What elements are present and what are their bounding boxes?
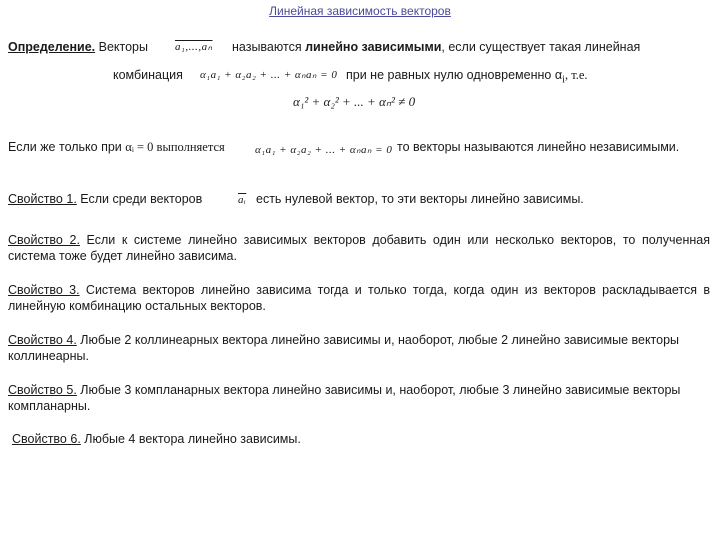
vectors-symbol: a₁,...,aₙ [175, 41, 213, 53]
property-5 [8, 382, 710, 414]
property-4-label: Свойство 4. [8, 333, 77, 347]
property-2-text: Если к системе линейно зависимых векторов добавить один или несколько векторов, то полученная система тоже будет линейно зависима. [8, 233, 710, 263]
definition-text-ie: , т.е. [564, 68, 588, 82]
combination-formula: α₁a₁ + α₂a₂ + ... + αₙaₙ = 0 [200, 69, 338, 81]
definition-text-vectors: Векторы [98, 40, 148, 54]
sum-formula: α₁² + α₂² + ... + αₙ² ≠ 0 [293, 94, 416, 109]
property-1-symbol: $\overline{aᵢ}$ [238, 194, 247, 206]
definition-text-combination: комбинация [113, 68, 183, 82]
definition-bold-term: линейно зависимыми [305, 40, 442, 54]
property-5-text: Любые 3 компланарных вектора линейно зависимы и, наоборот, любые 3 линейно зависимые векторы компланарны. [8, 383, 681, 413]
property-5-label: Свойство 5. [8, 383, 77, 397]
definition-line-1 [8, 40, 148, 54]
property-3 [8, 282, 710, 314]
independence-condition: αᵢ = 0 выполняется [125, 140, 225, 154]
page-title: Линейная зависимость векторов [269, 4, 451, 18]
property-6-label: Свойство 6. [12, 432, 81, 446]
property-1-label: Свойство 1. [8, 192, 77, 206]
property-1 [8, 192, 202, 206]
independence-text-if-only: Если же только при [8, 140, 122, 154]
definition-label: Определение. [8, 40, 96, 54]
definition-line-1-rest [232, 40, 640, 54]
property-4 [8, 332, 710, 364]
property-6-text: Любые 4 вектора линейно зависимы. [84, 432, 301, 446]
property-6 [12, 432, 301, 446]
property-3-label: Свойство 3. [8, 283, 80, 297]
property-3-text: Система векторов линейно зависима тогда и только тогда, когда один из векторов раскладывается в линейную комбинацию остальных векторов. [8, 283, 710, 313]
definition-text-called: называются [232, 40, 302, 54]
property-2-label: Свойство 2. [8, 233, 80, 247]
independence-formula: α₁a₁ + α₂a₂ + ... + αₙaₙ = 0 [255, 144, 393, 156]
definition-text-if-exists: , если существует такая линейная [441, 40, 641, 54]
definition-subscript-i: i [562, 74, 565, 86]
property-1-text-before: Если среди векторов [80, 192, 203, 206]
independence-text-then: то векторы называются линейно независимыми. [397, 140, 680, 154]
property-4-text: Любые 2 коллинеарных вектора линейно зависимы и, наоборот, любые 2 линейно зависимые векторы коллинеарны. [8, 333, 680, 363]
definition-line-2-rest [346, 68, 588, 86]
independence-line [8, 140, 225, 155]
property-2 [8, 232, 710, 264]
definition-text-not-all-zero: при не равных нулю одновременно α [346, 68, 563, 82]
property-1-text-after: есть нулевой вектор, то эти векторы линейно зависимы. [256, 192, 584, 206]
